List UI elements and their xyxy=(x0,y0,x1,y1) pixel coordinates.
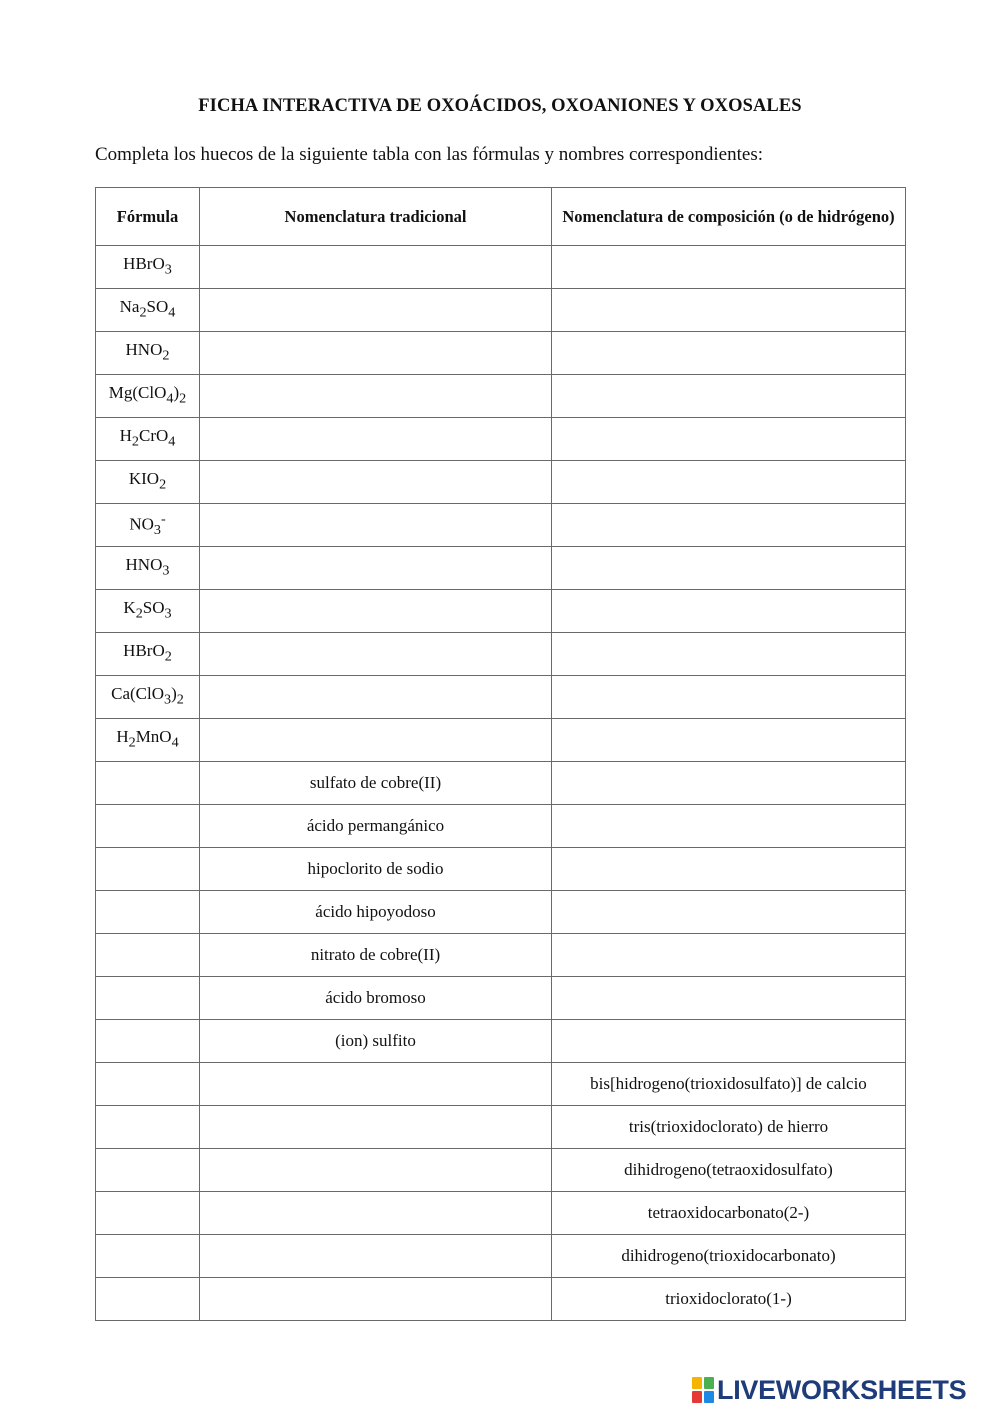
formula-cell[interactable] xyxy=(96,1235,200,1278)
traditional-cell: hipoclorito de sodio xyxy=(200,848,552,891)
traditional-cell: sulfato de cobre(II) xyxy=(200,762,552,805)
table-row xyxy=(96,934,906,977)
formula-cell: $H_2MnO_4$ xyxy=(96,719,200,762)
composition-cell[interactable] xyxy=(552,762,906,805)
formula-cell: $H_2CrO_4$ xyxy=(96,418,200,461)
table-row xyxy=(96,590,906,633)
table-row xyxy=(96,547,906,590)
table-row xyxy=(96,1278,906,1321)
formula-cell: $KIO_2$ xyxy=(96,461,200,504)
header-composition: Nomenclatura de composición (o de hidrógeno) xyxy=(552,188,906,246)
formula-cell[interactable] xyxy=(96,977,200,1020)
composition-cell: bis[hidrogeno(trioxidosulfato)] de calcio xyxy=(552,1063,906,1106)
formula-cell: $HNO_3$ xyxy=(96,547,200,590)
formula-cell: $Mg(ClO_4)_2$ xyxy=(96,375,200,418)
traditional-cell[interactable] xyxy=(200,1063,552,1106)
traditional-cell[interactable] xyxy=(200,246,552,289)
table-row xyxy=(96,1192,906,1235)
formula-cell: $Na_2SO_4$ xyxy=(96,289,200,332)
composition-cell[interactable] xyxy=(552,1020,906,1063)
composition-cell[interactable] xyxy=(552,676,906,719)
table-row xyxy=(96,375,906,418)
traditional-cell: ácido bromoso xyxy=(200,977,552,1020)
composition-cell[interactable] xyxy=(552,332,906,375)
instructions: Completa los huecos de la siguiente tabla con las fórmulas y nombres correspondientes: xyxy=(95,144,763,165)
table-row xyxy=(96,1149,906,1192)
table-row xyxy=(96,762,906,805)
formula-cell[interactable] xyxy=(96,762,200,805)
header-traditional: Nomenclatura tradicional xyxy=(200,188,552,246)
table-row xyxy=(96,891,906,934)
composition-cell[interactable] xyxy=(552,934,906,977)
composition-cell[interactable] xyxy=(552,375,906,418)
traditional-cell[interactable] xyxy=(200,590,552,633)
traditional-cell: ácido permangánico xyxy=(200,805,552,848)
composition-cell[interactable] xyxy=(552,805,906,848)
table-row xyxy=(96,504,906,547)
table-row xyxy=(96,1063,906,1106)
table-row xyxy=(96,676,906,719)
composition-cell[interactable] xyxy=(552,848,906,891)
table-row xyxy=(96,719,906,762)
traditional-cell[interactable] xyxy=(200,633,552,676)
table-header-row xyxy=(96,188,906,246)
traditional-cell[interactable] xyxy=(200,289,552,332)
formula-cell[interactable] xyxy=(96,1020,200,1063)
composition-cell[interactable] xyxy=(552,633,906,676)
traditional-cell[interactable] xyxy=(200,547,552,590)
traditional-cell[interactable] xyxy=(200,332,552,375)
composition-cell: dihidrogeno(tetraoxidosulfato) xyxy=(552,1149,906,1192)
table-row xyxy=(96,418,906,461)
traditional-cell[interactable] xyxy=(200,1149,552,1192)
formula-cell: HBrO$_2$ xyxy=(96,633,200,676)
table-row xyxy=(96,1235,906,1278)
composition-cell: tris(trioxidoclorato) de hierro xyxy=(552,1106,906,1149)
logo-text: LIVEWORKSHEETS xyxy=(717,1374,967,1405)
composition-cell[interactable] xyxy=(552,289,906,332)
liveworksheets-logo xyxy=(692,1374,992,1405)
table-row xyxy=(96,332,906,375)
header-formula: Fórmula xyxy=(96,188,200,246)
table-row xyxy=(96,805,906,848)
formula-cell: $NO_3^-$ xyxy=(96,504,200,547)
formula-cell[interactable] xyxy=(96,934,200,977)
liveworksheets-logo-icon xyxy=(692,1377,714,1403)
formula-cell: HBrO$_3$ xyxy=(96,246,200,289)
traditional-cell[interactable] xyxy=(200,461,552,504)
formula-cell: $K_2SO_3$ xyxy=(96,590,200,633)
composition-cell[interactable] xyxy=(552,246,906,289)
traditional-cell[interactable] xyxy=(200,504,552,547)
traditional-cell[interactable] xyxy=(200,676,552,719)
table-row xyxy=(96,633,906,676)
composition-cell: dihidrogeno(trioxidocarbonato) xyxy=(552,1235,906,1278)
formula-cell[interactable] xyxy=(96,805,200,848)
composition-cell[interactable] xyxy=(552,547,906,590)
formula-cell[interactable] xyxy=(96,1278,200,1321)
traditional-cell[interactable] xyxy=(200,418,552,461)
traditional-cell[interactable] xyxy=(200,375,552,418)
formula-cell[interactable] xyxy=(96,848,200,891)
traditional-cell[interactable] xyxy=(200,1106,552,1149)
traditional-cell: (ion) sulfito xyxy=(200,1020,552,1063)
traditional-cell: nitrato de cobre(II) xyxy=(200,934,552,977)
composition-cell[interactable] xyxy=(552,719,906,762)
traditional-cell[interactable] xyxy=(200,1278,552,1321)
table-row xyxy=(96,461,906,504)
table-row xyxy=(96,977,906,1020)
traditional-cell[interactable] xyxy=(200,1235,552,1278)
table-row xyxy=(96,246,906,289)
composition-cell[interactable] xyxy=(552,504,906,547)
table-row xyxy=(96,848,906,891)
formula-cell[interactable] xyxy=(96,1106,200,1149)
page-title: FICHA INTERACTIVA DE OXOÁCIDOS, OXOANIONES Y OXOSALES xyxy=(198,96,802,116)
formula-cell[interactable] xyxy=(96,1149,200,1192)
traditional-cell[interactable] xyxy=(200,719,552,762)
formula-cell[interactable] xyxy=(96,891,200,934)
composition-cell: trioxidoclorato(1-) xyxy=(552,1278,906,1321)
formula-cell: $Ca(ClO_3)_2$ xyxy=(96,676,200,719)
formula-cell[interactable] xyxy=(96,1192,200,1235)
composition-cell[interactable] xyxy=(552,461,906,504)
formula-cell: $HNO_2$ xyxy=(96,332,200,375)
formula-cell[interactable] xyxy=(96,1063,200,1106)
table-row xyxy=(96,1020,906,1063)
table-row xyxy=(96,1106,906,1149)
table-row xyxy=(96,289,906,332)
composition-cell[interactable] xyxy=(552,590,906,633)
composition-cell[interactable] xyxy=(552,977,906,1020)
traditional-cell: ácido hipoyodoso xyxy=(200,891,552,934)
composition-cell[interactable] xyxy=(552,418,906,461)
traditional-cell[interactable] xyxy=(200,1192,552,1235)
composition-cell: tetraoxidocarbonato(2-) xyxy=(552,1192,906,1235)
composition-cell[interactable] xyxy=(552,891,906,934)
worksheet-table xyxy=(95,187,906,1321)
